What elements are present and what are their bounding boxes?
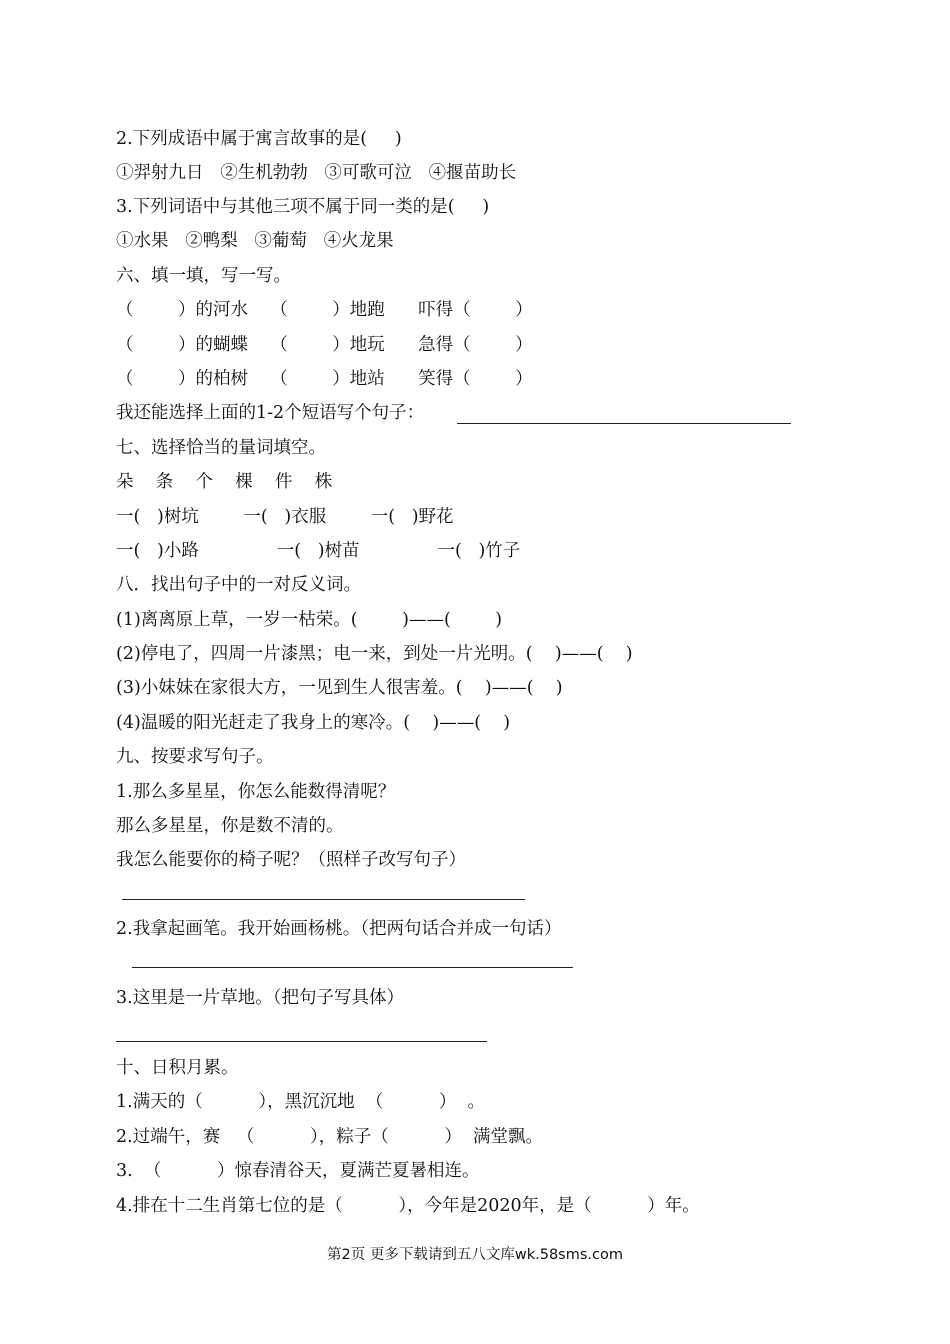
accumulation-1: 1.满天的（ ），黑沉沉地 （ ） 。	[116, 1092, 485, 1112]
accumulation-2: 2.过端午，赛 （ ），粽子（ ） 满堂飘。	[116, 1127, 544, 1147]
measure-row-1: 一( )树坑 一( )衣服 一( )野花	[116, 507, 454, 527]
antonym-2: (2)停电了，四周一片漆黑；电一来，到处一片光明。( )——( )	[116, 644, 633, 664]
section-9-heading: 九、按要求写句子。	[116, 747, 274, 767]
fill-row-3: （ ）的柏树 （ ）地站 笑得（ ）	[116, 369, 533, 389]
rewrite-1-example-b: 那么多星星，你是数不清的。	[116, 816, 344, 836]
accumulation-4: 4.排在十二生肖第七位的是（ ），今年是2020年，是（ ）年。	[116, 1196, 700, 1216]
antonym-3: (3)小妹妹在家很大方，一见到生人很害羞。( )——( )	[116, 678, 563, 698]
rewrite-2-task: 2.我拿起画笔。我开始画杨桃。（把两句话合并成一句话）	[116, 919, 562, 939]
rewrite-1-example-a: 1.那么多星星，你怎么能数得清呢？	[116, 782, 396, 802]
question-3-line: 3.下列词语中与其他三项不属于同一类的是( )	[116, 197, 490, 217]
answer-line	[116, 1041, 487, 1042]
section-8-heading: 八．找出句子中的一对反义词。	[116, 575, 361, 595]
measure-words: 朵 条 个 棵 件 株	[116, 472, 333, 492]
measure-row-2: 一( )小路 一( )树苗 一( )竹子	[116, 541, 521, 561]
section-6-heading: 六、填一填，写一写。	[116, 266, 291, 286]
answer-line	[122, 899, 525, 900]
sentence-prompt: 我还能选择上面的1-2个短语写个句子：	[116, 403, 425, 423]
page-footer: 第2页 更多下载请到五八文库wk.58sms.com	[327, 1247, 623, 1263]
fill-row-1: （ ）的河水 （ ）地跑 吓得（ ）	[116, 300, 533, 320]
section-10-heading: 十、日积月累。	[116, 1058, 239, 1078]
question-2-line: 2.下列成语中属于寓言故事的是( )	[116, 129, 402, 149]
answer-line	[457, 423, 791, 424]
rewrite-3-task: 3.这里是一片草地。（把句子写具体）	[116, 988, 404, 1008]
rewrite-1-task: 我怎么能要你的椅子呢？（照样子改写句子）	[116, 850, 466, 870]
answer-line	[132, 967, 573, 968]
fill-row-2: （ ）的蝴蝶 （ ）地玩 急得（ ）	[116, 335, 533, 355]
question-2-options: ①羿射九日 ②生机勃勃 ③可歌可泣 ④揠苗助长	[116, 163, 517, 183]
antonym-4: (4)温暖的阳光赶走了我身上的寒冷。( )——( )	[116, 713, 511, 733]
antonym-1: (1)离离原上草，一岁一枯荣。( )——( )	[116, 610, 503, 630]
question-3-options: ①水果 ②鸭梨 ③葡萄 ④火龙果	[116, 231, 394, 251]
accumulation-3: 3. （ ）惊春清谷天，夏满芒夏暑相连。	[116, 1161, 480, 1181]
section-7-heading: 七、选择恰当的量词填空。	[116, 438, 326, 458]
